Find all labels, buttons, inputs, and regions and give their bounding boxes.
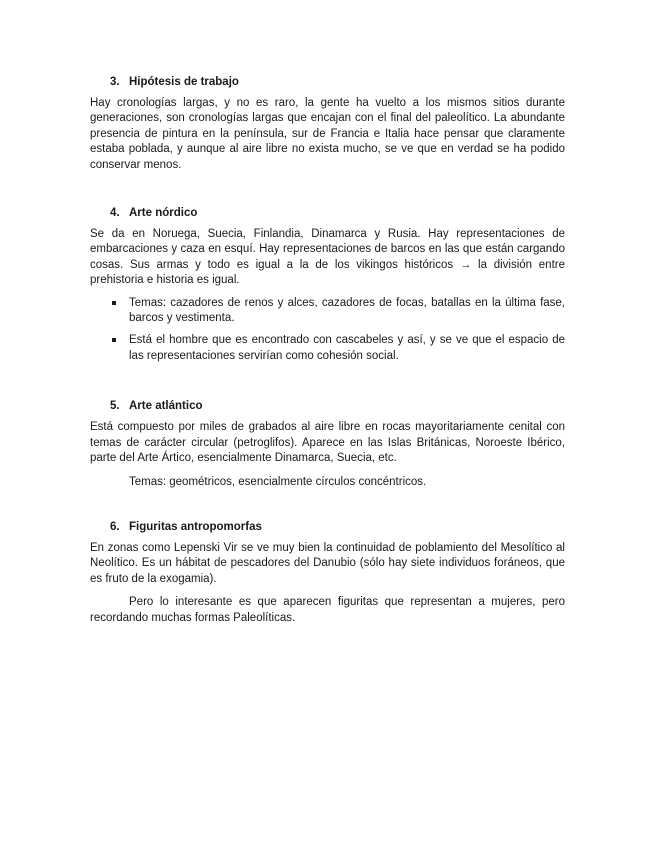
document-page bbox=[90, 74, 565, 626]
section-heading bbox=[90, 205, 565, 221]
bullet-item bbox=[129, 296, 565, 327]
section-arte-nordico bbox=[90, 205, 565, 364]
section-heading bbox=[90, 519, 565, 535]
bullet-item bbox=[129, 333, 565, 364]
section-heading bbox=[90, 398, 565, 414]
section-figuritas-antropomorfas bbox=[90, 519, 565, 626]
indented-paragraph: Temas: geométricos, esencialmente círculos concéntricos. bbox=[129, 475, 427, 488]
section-paragraph: En zonas como Lepenski Vir se ve muy bien la continuidad de poblamiento del Mesolítico al Neolítico. Es un hábitat de pescadores del Danubio (sólo hay siete individuos foráneos, que es fruto de la exogamia). bbox=[90, 541, 565, 585]
bullet-text: Temas: cazadores de renos y alces, cazadores de focas, batallas en la última fase, barcos y vestimenta. bbox=[129, 296, 565, 325]
section-heading bbox=[90, 74, 565, 90]
section-number: 3. bbox=[110, 76, 120, 88]
section-title: Figuritas antropomorfas bbox=[129, 520, 262, 533]
section-arte-atlantico bbox=[90, 398, 565, 490]
section-title: Hipótesis de trabajo bbox=[129, 76, 239, 88]
section-number: 4. bbox=[110, 207, 120, 220]
bullet-list bbox=[90, 296, 565, 365]
square-bullet-icon bbox=[112, 338, 116, 342]
section-paragraph: Se da en Noruega, Suecia, Finlandia, Dinamarca y Rusia. Hay representaciones de embarcaciones y caza en esquí. Hay representaciones de barcos en las que están cargando cosas. Sus armas y todo es igual a la de los vikingos históricos → la división entre prehistoria e historia es igual. bbox=[90, 228, 565, 287]
section-number: 6. bbox=[110, 520, 120, 533]
section-hipotesis-de-trabajo bbox=[90, 74, 565, 173]
section-paragraph: Está compuesto por miles de grabados al aire libre en rocas mayoritariamente cenital con temas de carácter circular (petroglifos). Aparece en las Islas Británicas, Noroeste Ibérico, parte del Arte Ártico, esencialmente Dinamarca, Suecia, etc. bbox=[90, 421, 565, 465]
section-paragraph: Hay cronologías largas, y no es raro, la gente ha vuelto a los mismos sitios durante generaciones, son cronologías largas que encajan con el final del paleolítico. La abundante presencia de pintura en la península, sur de Francia e Italia hace pensar que claramente estaba poblada, y aunque al aire libre no exista mucho, se ve que en verdad se ha podido conservar menos. bbox=[90, 97, 565, 171]
indented-paragraph: Pero lo interesante es que aparecen figuritas que representan a mujeres, pero recordando muchas formas Paleolíticas. bbox=[90, 596, 565, 624]
section-title: Arte atlántico bbox=[129, 400, 203, 413]
square-bullet-icon bbox=[112, 301, 116, 305]
section-title: Arte nórdico bbox=[129, 207, 198, 220]
bullet-text: Está el hombre que es encontrado con cascabeles y así, y se ve que el espacio de las representaciones servirían como cohesión social. bbox=[129, 334, 565, 362]
section-number: 5. bbox=[110, 400, 120, 413]
